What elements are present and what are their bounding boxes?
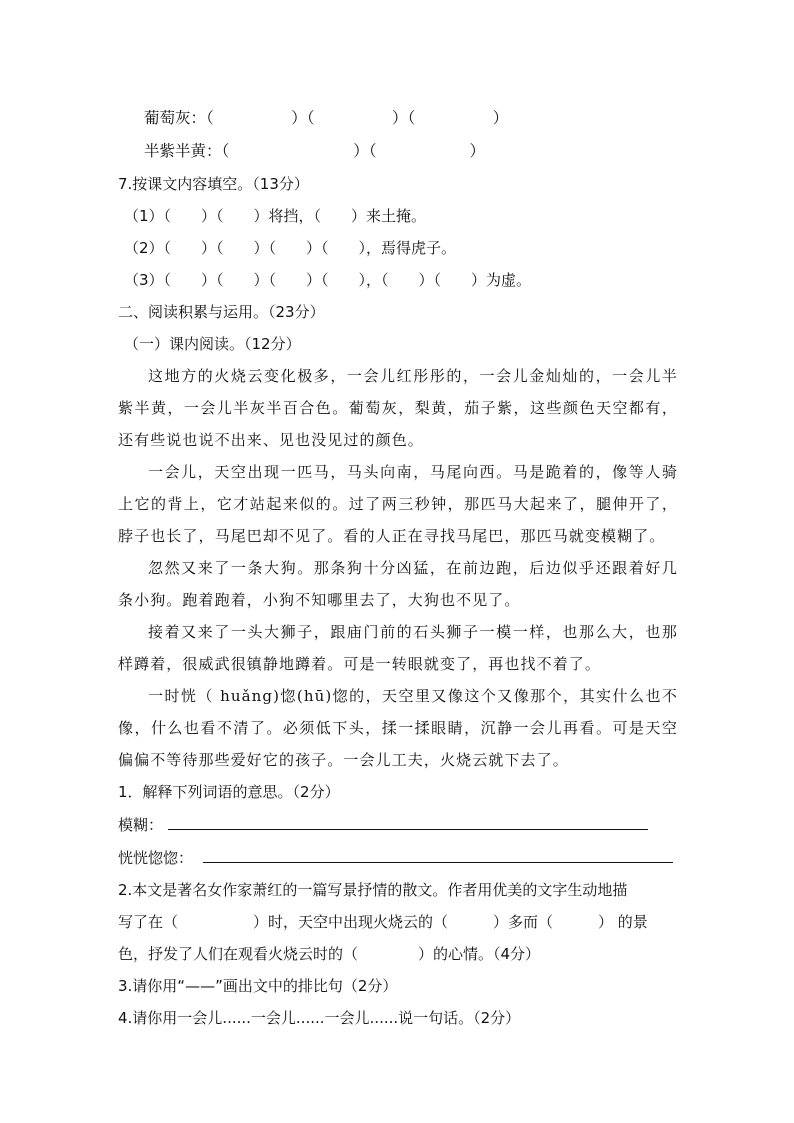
- question-4: 4.请你用一会儿......一会儿......一会儿......说一句话。（2分）: [118, 1009, 521, 1027]
- q1-term-a-answer-line[interactable]: [168, 829, 648, 830]
- q1-term-b-answer-line[interactable]: [203, 862, 673, 863]
- q7-row3: （3）（ ）（ ）（ ）（ ），（ ）（ ）为虚。: [124, 271, 532, 289]
- q7-title: 7.按课文内容填空。（13分）: [118, 175, 309, 193]
- q7-row1: （1）（ ）（ ）将挡，（ ）来土掩。: [124, 207, 427, 225]
- section2-title: 二、阅读积累与运用。（23分）: [118, 303, 325, 321]
- q7-row2: （2）（ ）（ ）（ ）（ ），焉得虎子。: [124, 239, 457, 257]
- question-1: 1．解释下列词语的意思。（2分）: [118, 783, 340, 801]
- reading-passage: [118, 360, 678, 776]
- passage-paragraph: 这地方的火烧云变化极多，一会儿红彤彤的，一会儿金灿灿的，一会儿半紫半黄，一会儿半灰半百合色。葡萄灰，梨黄，茄子紫，这些颜色天空都有，还有些说也说不出来、见也没见过的颜色。: [118, 367, 678, 449]
- passage-paragraph: 忽然又来了一条大狗。那条狗十分凶猛，在前边跑，后边似乎还跟着好几条小狗。跑着跑着，小狗不知哪里去了，大狗也不见了。: [118, 559, 678, 609]
- passage-paragraph: 接着又来了一头大狮子，跟庙门前的石头狮子一模一样，也那么大，也那样蹲着，很威武很镇静地蹲着。可是一转眼就变了，再也找不着了。: [118, 623, 678, 673]
- question-2-line1: 2.本文是著名女作家萧红的一篇写景抒情的散文。作者用优美的文字生动地描: [118, 881, 628, 899]
- passage-paragraph: 一时恍（ huǎng)惚(hū)惚的，天空里又像这个又像那个，其实什么也不像，什么也看不清了。必须低下头，揉一揉眼睛，沉静一会儿再看。可是天空偏偏不等待那些爱好它的孩子。一会儿工夫，火烧云就下去了。: [118, 687, 678, 769]
- grape-grey-line: 葡萄灰：（ ）（ ）（ ）: [144, 109, 509, 127]
- question-2-line2: 写了在（ ）时，天空中出现火烧云的（ ）多而（ ） 的景: [118, 913, 648, 931]
- q1-term-b-label: 恍恍惚惚：: [118, 849, 194, 867]
- q1-term-a-label: 模糊：: [118, 816, 164, 834]
- section2-sub1: （一）课内阅读。（12分）: [124, 335, 301, 353]
- passage-paragraph: 一会儿，天空出现一匹马，马头向南，马尾向西。马是跪着的，像等人骑上它的背上，它才站起来似的。过了两三秒钟，那匹马大起来了，腿伸开了，脖子也长了，马尾巴却不见了。看的人正在寻找马尾巴，那匹马就变模糊了。: [118, 463, 678, 545]
- half-purple-line: 半紫半黄：（ ）（ ）: [144, 142, 486, 160]
- question-3: 3.请你用“——”画出文中的排比句（2分）: [118, 977, 398, 995]
- question-2-line3: 色，抒发了人们在观看火烧云时的（ ）的心情。（4分）: [118, 945, 541, 963]
